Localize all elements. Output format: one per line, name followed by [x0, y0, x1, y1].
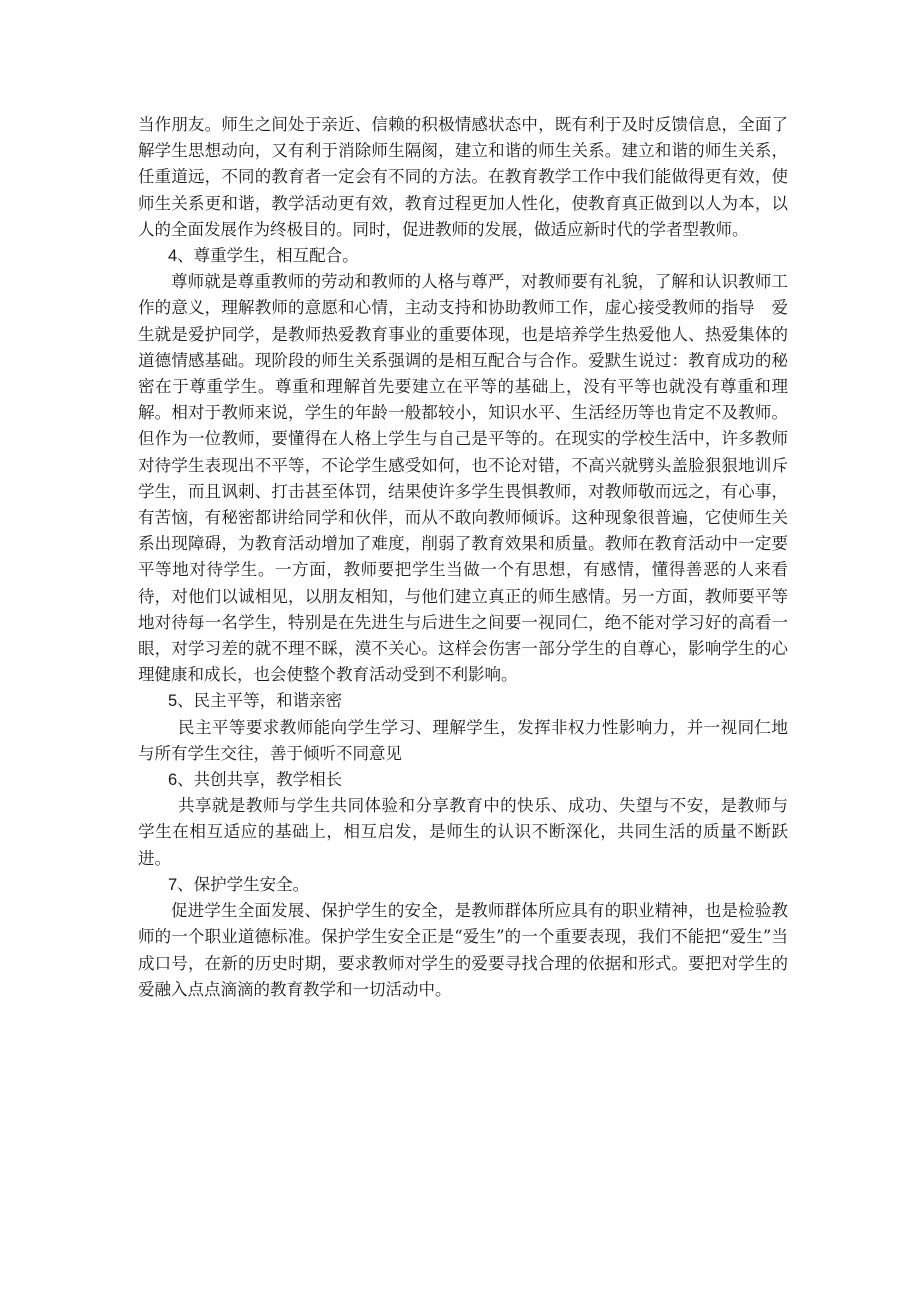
section-4-heading: 4、尊重学生，相互配合。 — [168, 247, 359, 266]
section-6-body: 共享就是教师与学生共同体验和分享教育中的快乐、成功、失望与不安，是教师与学生在相互适应的基础上，相互启发，是师生的认识不断深化，共同生活的质量不断跃进。 — [138, 796, 788, 868]
section-7-heading: 7、保护学生安全。 — [168, 875, 310, 894]
section-4-body: 尊师就是尊重教师的劳动和教师的人格与尊严，对教师要有礼貌，了解和认识教师工作的意义，理解教师的意愿和心情，主动支持和协助教师工作，虚心接受教师的指导 爱生就是爱护同学，是教师热爱教育事业的重要体现，也是培养学生热爱他人、热爱集体的道德情感基础。现阶段的师生关系强调的是相互配合与合作。爱默生说过：教育成功的秘密在于尊重学生。尊重和理解首先要建立在平等的基础上，没有平等也就没有尊重和理解。相对于教师来说，学生的年龄一般都较小，知识水平、生活经历等也肯定不及教师。但作为一位教师，要懂得在人格上学生与自己是平等的。在现实的学校生活中，许多教师对待学生表现出不平等，不论学生感受如何，也不论对错，不高兴就劈头盖脸狠狠地训斥学生，而且讽刺、打击甚至体罚，结果使许多学生畏惧教师，对教师敬而远之，有心事，有苦恼，有秘密都讲给同学和伙伴，而从不敢向教师倾诉。这种现象很普遍，它使师生关系出现障碍，为教育活动增加了难度，削弱了教育效果和质量。教师在教育活动中一定要平等地对待学生。一方面，教师要把学生当做一个有思想，有感情，懂得善恶的人来看待，对他们以诚相见，以朋友相知，与他们建立真正的师生感情。另一方面，教师要平等地对待每一名学生，特别是在先进生与后进生之间要一视同仁，绝不能对学习好的高看一眼，对学习差的就不理不睬，漠不关心。这样会伤害一部分学生的自尊心，影响学生的心理健康和成长，也会使整个教育活动受到不利影响。 — [138, 272, 788, 685]
section-6-heading: 6、共创共享，教学相长 — [168, 771, 343, 790]
intro-paragraph: 当作朋友。师生之间处于亲近、信赖的积极情感状态中，既有利于及时反馈信息，全面了解学生思想动向，又有利于消除师生隔阂，建立和谐的师生关系。建立和谐的师生关系，任重道远，不同的教育者一定会有不同的方法。在教育教学工作中我们能做得更有效，使师生关系更和谐，教学活动更有效，教育过程更加人性化，使教育真正做到以人为本，以人的全面发展作为终极目的。同时，促进教师的发展，做适应新时代的学者型教师。 — [138, 115, 788, 239]
section-5-heading: 5、民主平等，和谐亲密 — [168, 692, 343, 711]
section-7-body: 促进学生全面发展、保护学生的安全，是教师群体所应具有的职业精神，也是检验教师的一个职业道德标准。保护学生安全正是“爱生”的一个重要表现，我们不能把“爱生”当成口号，在新的历史时期，要求教师对学生的爱要寻找合理的依据和形式。要把对学生的爱融入点点滴滴的教育教学和一切活动中。 — [138, 901, 788, 999]
section-5-body: 民主平等要求教师能向学生学习、理解学生，发挥非权力性影响力，并一视同仁地与所有学生交往，善于倾听不同意见 — [138, 717, 788, 763]
document-body — [138, 112, 788, 1003]
